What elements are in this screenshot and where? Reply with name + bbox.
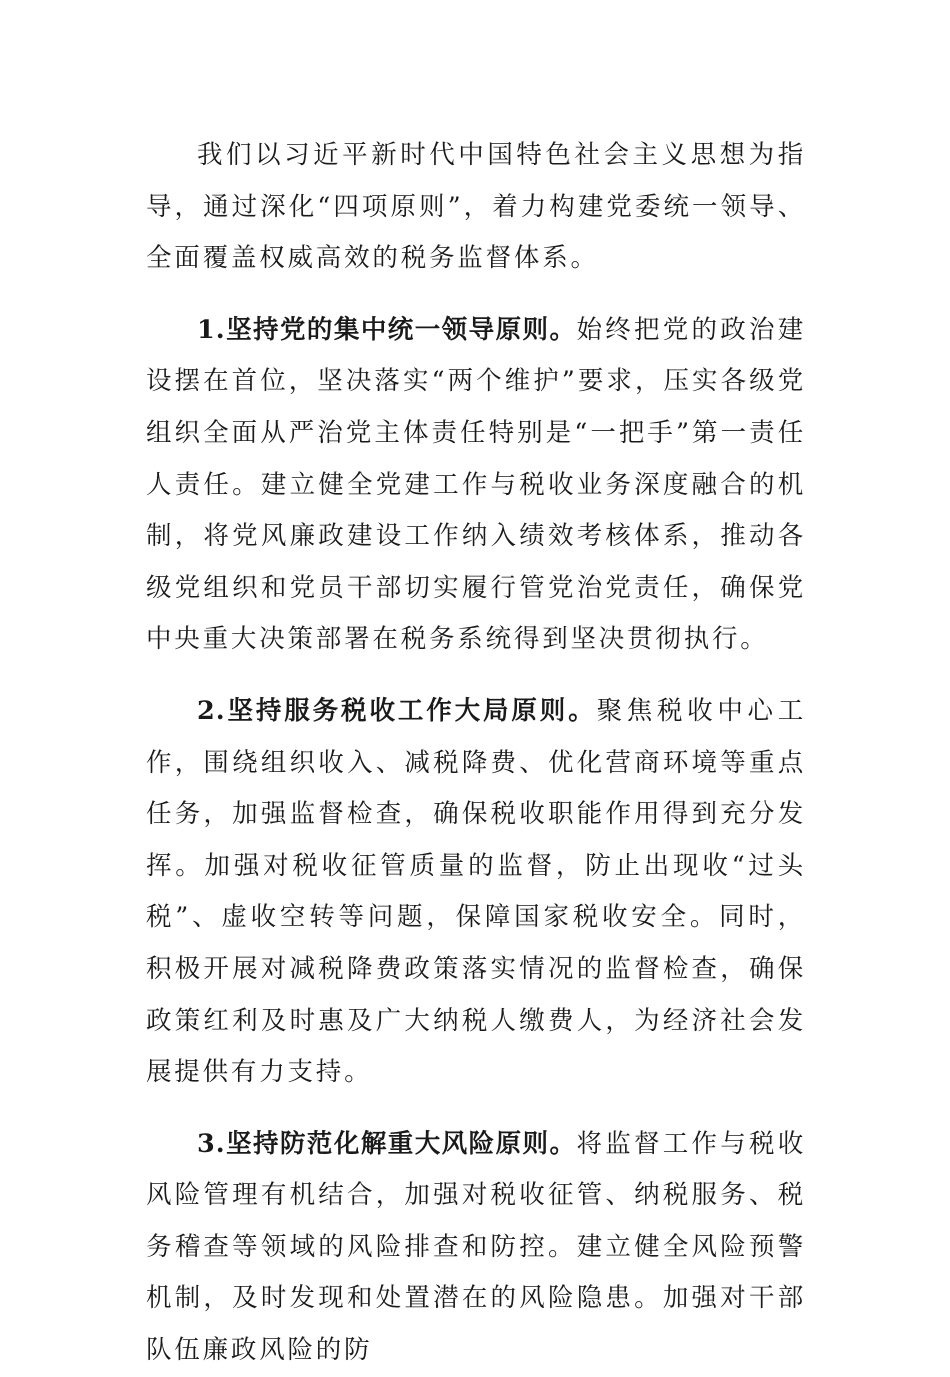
section-3-heading: 3.坚持防范化解重大风险原则。 bbox=[197, 1128, 577, 1159]
section-1-body: 始终把党的政治建设摆在首位，坚决落实“两个维护”要求，压实各级党组织全面从严治党主体责任特别是“一把手”第一责任人责任。建立健全党建工作与税收业务深度融合的机制，将党风廉政建设工作纳入绩效考核体系，推动各级党组织和党员干部切实履行管党治党责任，确保党中央重大决策部署在税务系统得到坚决贯彻执行。 bbox=[146, 314, 806, 655]
section-1-paragraph bbox=[146, 305, 806, 666]
section-3-body: 将监督工作与税收风险管理有机结合，加强对税收征管、纳税服务、税务稽查等领域的风险排查和防控。建立健全风险预警机制，及时发现和处置潜在的风险隐患。加强对干部队伍廉政风险的防 bbox=[146, 1128, 806, 1366]
section-2-paragraph bbox=[146, 686, 806, 1099]
document-body bbox=[146, 130, 806, 1377]
section-2-body: 聚焦税收中心工作，围绕组织收入、减税降费、优化营商环境等重点任务，加强监督检查，确保税收职能作用得到充分发挥。加强对税收征管质量的监督，防止出现收“过头税”、虚收空转等问题，保障国家税收安全。同时，积极开展对减税降费政策落实情况的监督检查，确保政策红利及时惠及广大纳税人缴费人，为经济社会发展提供有力支持。 bbox=[146, 695, 806, 1088]
section-2-heading: 2.坚持服务税收工作大局原则。 bbox=[197, 695, 597, 726]
section-3-paragraph bbox=[146, 1119, 806, 1377]
intro-paragraph: 我们以习近平新时代中国特色社会主义思想为指导，通过深化“四项原则”，着力构建党委统一领导、全面覆盖权威高效的税务监督体系。 bbox=[146, 140, 806, 274]
section-1-heading: 1.坚持党的集中统一领导原则。 bbox=[197, 314, 577, 345]
